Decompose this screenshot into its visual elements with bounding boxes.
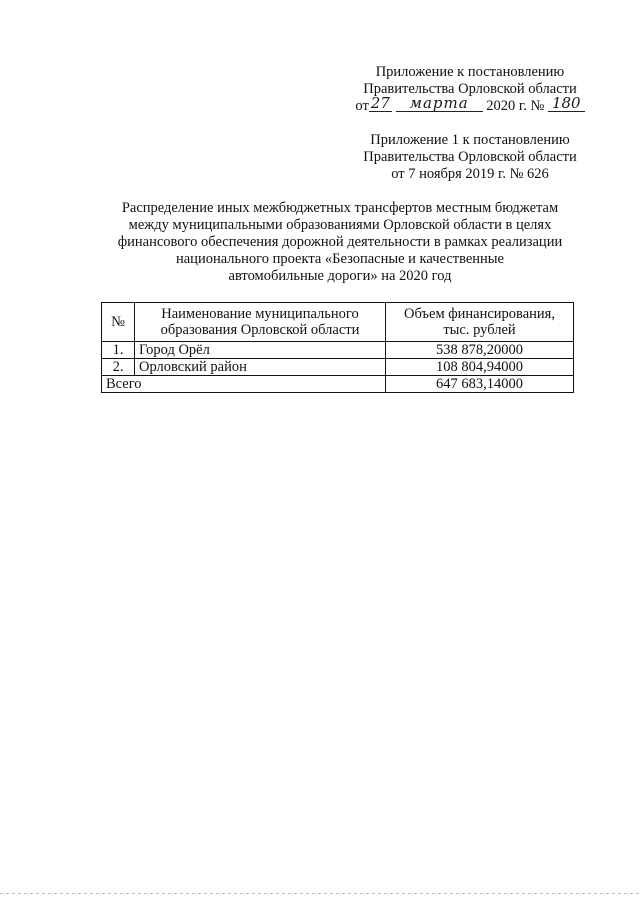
handwritten-month: марта (396, 96, 483, 112)
table-total-row (102, 376, 574, 393)
row-name: Город Орёл (135, 342, 386, 359)
approval-date-line (330, 94, 610, 115)
title-line-1: Распределение иных межбюджетных трансфертов местным бюджетам (121, 200, 559, 216)
header-amount (386, 303, 574, 342)
header-amount-line-1: Объем финансирования, (404, 306, 555, 322)
approval-header (330, 64, 610, 115)
annex-header (330, 132, 610, 183)
table-row (102, 342, 574, 359)
annex-line-2: Правительства Орловской области (363, 149, 577, 165)
row-num: 2. (102, 359, 135, 376)
year-number-text: 2020 г. № (486, 98, 545, 114)
approval-line-1: Приложение к постановлению (375, 64, 565, 80)
financing-table (101, 302, 574, 393)
handwritten-number: 180 (548, 96, 585, 112)
header-num: № (102, 303, 135, 342)
row-amount: 108 804,94000 (386, 359, 574, 376)
header-name (135, 303, 386, 342)
header-name-line-1: Наименование муниципального (161, 306, 359, 322)
total-amount: 647 683,14000 (386, 376, 574, 393)
row-name: Орловский район (135, 359, 386, 376)
scan-edge-line (0, 893, 640, 894)
title-line-3: финансового обеспечения дорожной деятельности в рамках реализации (117, 234, 563, 250)
table-row (102, 359, 574, 376)
table-header-row (102, 303, 574, 342)
row-num: 1. (102, 342, 135, 359)
annex-line-1: Приложение 1 к постановлению (370, 132, 570, 148)
header-name-line-2: образования Орловской области (160, 322, 360, 338)
title-line-4: национального проекта «Безопасные и качественные (175, 251, 504, 267)
handwritten-day: 27 (370, 94, 390, 112)
annex-line-3: от 7 ноября 2019 г. № 626 (391, 166, 549, 182)
header-amount-line-2: тыс. рублей (443, 322, 516, 338)
total-label: Всего (102, 376, 386, 393)
title-line-2: между муниципальными образованиями Орловской области в целях (128, 217, 552, 233)
date-prefix: от (355, 98, 369, 114)
approval-line-2: Правительства Орловской области (363, 81, 577, 97)
title-line-5: автомобильные дороги» на 2020 год (228, 268, 452, 284)
row-amount: 538 878,20000 (386, 342, 574, 359)
document-title (100, 200, 580, 285)
